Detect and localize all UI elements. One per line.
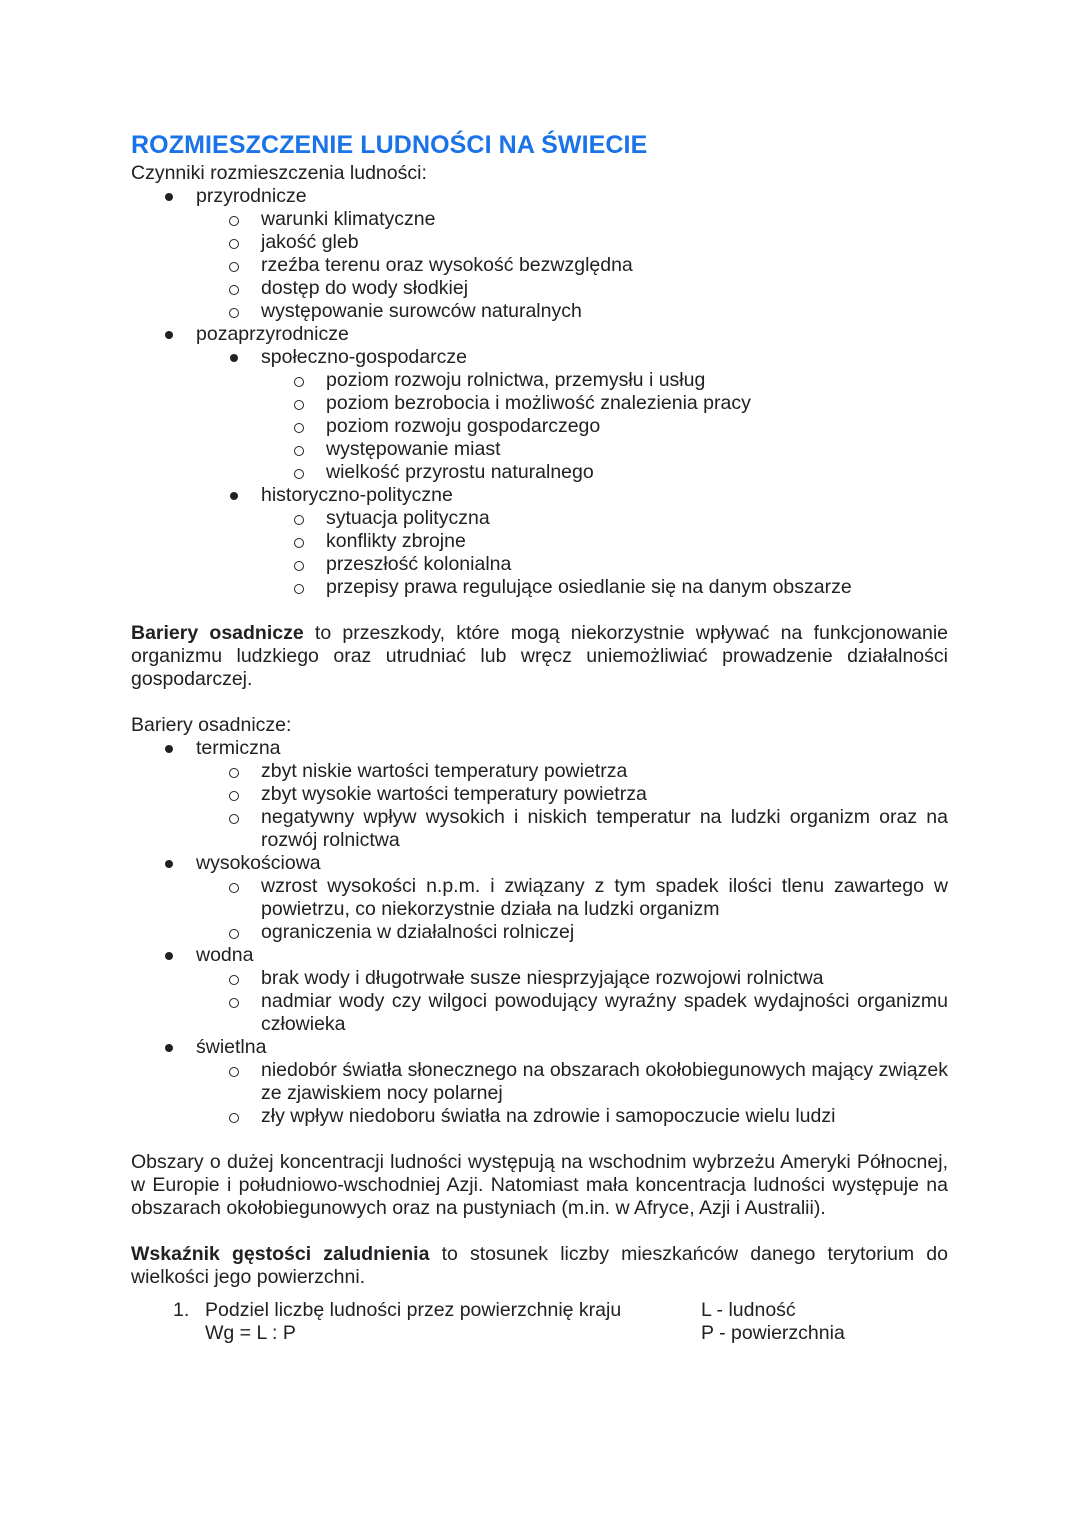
circle-bullet-icon bbox=[294, 561, 304, 571]
list-item: wielkość przyrostu naturalnego bbox=[131, 461, 948, 484]
list-item: świetlna bbox=[131, 1036, 948, 1059]
socio-factors-list bbox=[131, 369, 948, 484]
historical-factors-list bbox=[131, 507, 948, 599]
list-item: przyrodnicze bbox=[131, 185, 948, 208]
list-item: historyczno-polityczne bbox=[131, 484, 948, 507]
list-item: występowanie surowców naturalnych bbox=[131, 300, 948, 323]
circle-bullet-icon bbox=[229, 814, 239, 824]
barriers-definition: Bariery osadnicze to przeszkody, które mogą niekorzystnie wpływać na funkcjonowanie organizmu ludzkiego oraz utrudniać lub wręcz uniemożliwiać prowadzenie działalności gospodarczej. bbox=[131, 622, 948, 690]
list-item: nadmiar wody czy wilgoci powodujący wyraźny spadek wydajności organizmu człowieka bbox=[131, 990, 948, 1036]
circle-bullet-icon bbox=[294, 584, 304, 594]
list-item: jakość gleb bbox=[131, 231, 948, 254]
list-item: występowanie miast bbox=[131, 438, 948, 461]
circle-bullet-icon bbox=[229, 768, 239, 778]
circle-bullet-icon bbox=[229, 929, 239, 939]
list-item: poziom rozwoju gospodarczego bbox=[131, 415, 948, 438]
list-item: wysokościowa bbox=[131, 852, 948, 875]
circle-bullet-icon bbox=[229, 883, 239, 893]
steps-list bbox=[131, 1299, 948, 1345]
circle-bullet-icon bbox=[294, 515, 304, 525]
list-item: zbyt niskie wartości temperatury powietrza bbox=[131, 760, 948, 783]
bullet-icon bbox=[165, 952, 173, 960]
list-item: poziom rozwoju rolnictwa, przemysłu i usług bbox=[131, 369, 948, 392]
list-item: niedobór światła słonecznego na obszarach okołobiegunowych mający związek ze zjawiskiem nocy polarnej bbox=[131, 1059, 948, 1105]
bullet-icon bbox=[165, 860, 173, 868]
natural-factors-list bbox=[131, 208, 948, 323]
circle-bullet-icon bbox=[294, 423, 304, 433]
bullet-icon bbox=[165, 1044, 173, 1052]
list-item: brak wody i długotrwałe susze niesprzyjające rozwojowi rolnictwa bbox=[131, 967, 948, 990]
list-item: termiczna bbox=[131, 737, 948, 760]
list-item: ograniczenia w działalności rolniczej bbox=[131, 921, 948, 944]
circle-bullet-icon bbox=[229, 308, 239, 318]
list-item: warunki klimatyczne bbox=[131, 208, 948, 231]
circle-bullet-icon bbox=[229, 975, 239, 985]
list-item: społeczno-gospodarcze bbox=[131, 346, 948, 369]
circle-bullet-icon bbox=[229, 216, 239, 226]
circle-bullet-icon bbox=[229, 1067, 239, 1077]
barriers-heading: Bariery osadnicze: bbox=[131, 714, 292, 736]
step-number: 1. bbox=[173, 1299, 190, 1321]
list-item: wzrost wysokości n.p.m. i związany z tym spadek ilości tlenu zawartego w powietrzu, co niekorzystnie działa na ludzki organizm bbox=[131, 875, 948, 921]
bullet-icon bbox=[230, 492, 238, 500]
factors-heading: Czynniki rozmieszczenia ludności: bbox=[131, 162, 427, 184]
circle-bullet-icon bbox=[229, 1113, 239, 1123]
step-text: Podziel liczbę ludności przez powierzchnię kraju bbox=[205, 1299, 622, 1321]
circle-bullet-icon bbox=[294, 377, 304, 387]
list-item: rzeźba terenu oraz wysokość bezwzględna bbox=[131, 254, 948, 277]
circle-bullet-icon bbox=[229, 791, 239, 801]
circle-bullet-icon bbox=[294, 469, 304, 479]
circle-bullet-icon bbox=[294, 400, 304, 410]
list-item: dostęp do wody słodkiej bbox=[131, 277, 948, 300]
bullet-icon bbox=[165, 193, 173, 201]
circle-bullet-icon bbox=[229, 239, 239, 249]
page-title: ROZMIESZCZENIE LUDNOŚCI NA ŚWIECIE bbox=[131, 131, 648, 159]
list-item: zbyt wysokie wartości temperatury powietrza bbox=[131, 783, 948, 806]
concentration-paragraph: Obszary o dużej koncentracji ludności występują na wschodnim wybrzeżu Ameryki Północnej, w Europie i południowo-wschodniej Azji. Natomiast mała koncentracja ludności występuje na obszarach okołobiegunowych oraz na pustyniach (m.in. w Afryce, Azji i Australii). bbox=[131, 1151, 948, 1219]
document-content bbox=[131, 130, 948, 1345]
factors-list bbox=[131, 185, 948, 208]
formula: Wg = L : P bbox=[205, 1322, 296, 1344]
list-item: konflikty zbrojne bbox=[131, 530, 948, 553]
term: Wskaźnik gęstości zaludnienia bbox=[131, 1243, 430, 1265]
circle-bullet-icon bbox=[294, 538, 304, 548]
bullet-icon bbox=[165, 745, 173, 753]
list-item: pozaprzyrodnicze bbox=[131, 323, 948, 346]
circle-bullet-icon bbox=[229, 285, 239, 295]
list-item: negatywny wpływ wysokich i niskich temperatur na ludzki organizm oraz na rozwój rolnictwa bbox=[131, 806, 948, 852]
legend-item: P - powierzchnia bbox=[701, 1322, 845, 1344]
list-item: wodna bbox=[131, 944, 948, 967]
term: Bariery osadnicze bbox=[131, 622, 304, 644]
legend-item: L - ludność bbox=[701, 1299, 796, 1321]
circle-bullet-icon bbox=[294, 446, 304, 456]
bullet-icon bbox=[230, 354, 238, 362]
list-item: sytuacja polityczna bbox=[131, 507, 948, 530]
list-item: poziom bezrobocia i możliwość znalezienia pracy bbox=[131, 392, 948, 415]
list-item: przeszłość kolonialna bbox=[131, 553, 948, 576]
bullet-icon bbox=[165, 331, 173, 339]
circle-bullet-icon bbox=[229, 998, 239, 1008]
density-definition: Wskaźnik gęstości zaludnienia to stosunek liczby mieszkańców danego terytorium do wielkości jego powierzchni. bbox=[131, 1243, 948, 1288]
list-item: zły wpływ niedoboru światła na zdrowie i samopoczucie wielu ludzi bbox=[131, 1105, 948, 1128]
list-item: przepisy prawa regulujące osiedlanie się na danym obszarze bbox=[131, 576, 948, 599]
symbol-legend bbox=[701, 1299, 845, 1345]
circle-bullet-icon bbox=[229, 262, 239, 272]
